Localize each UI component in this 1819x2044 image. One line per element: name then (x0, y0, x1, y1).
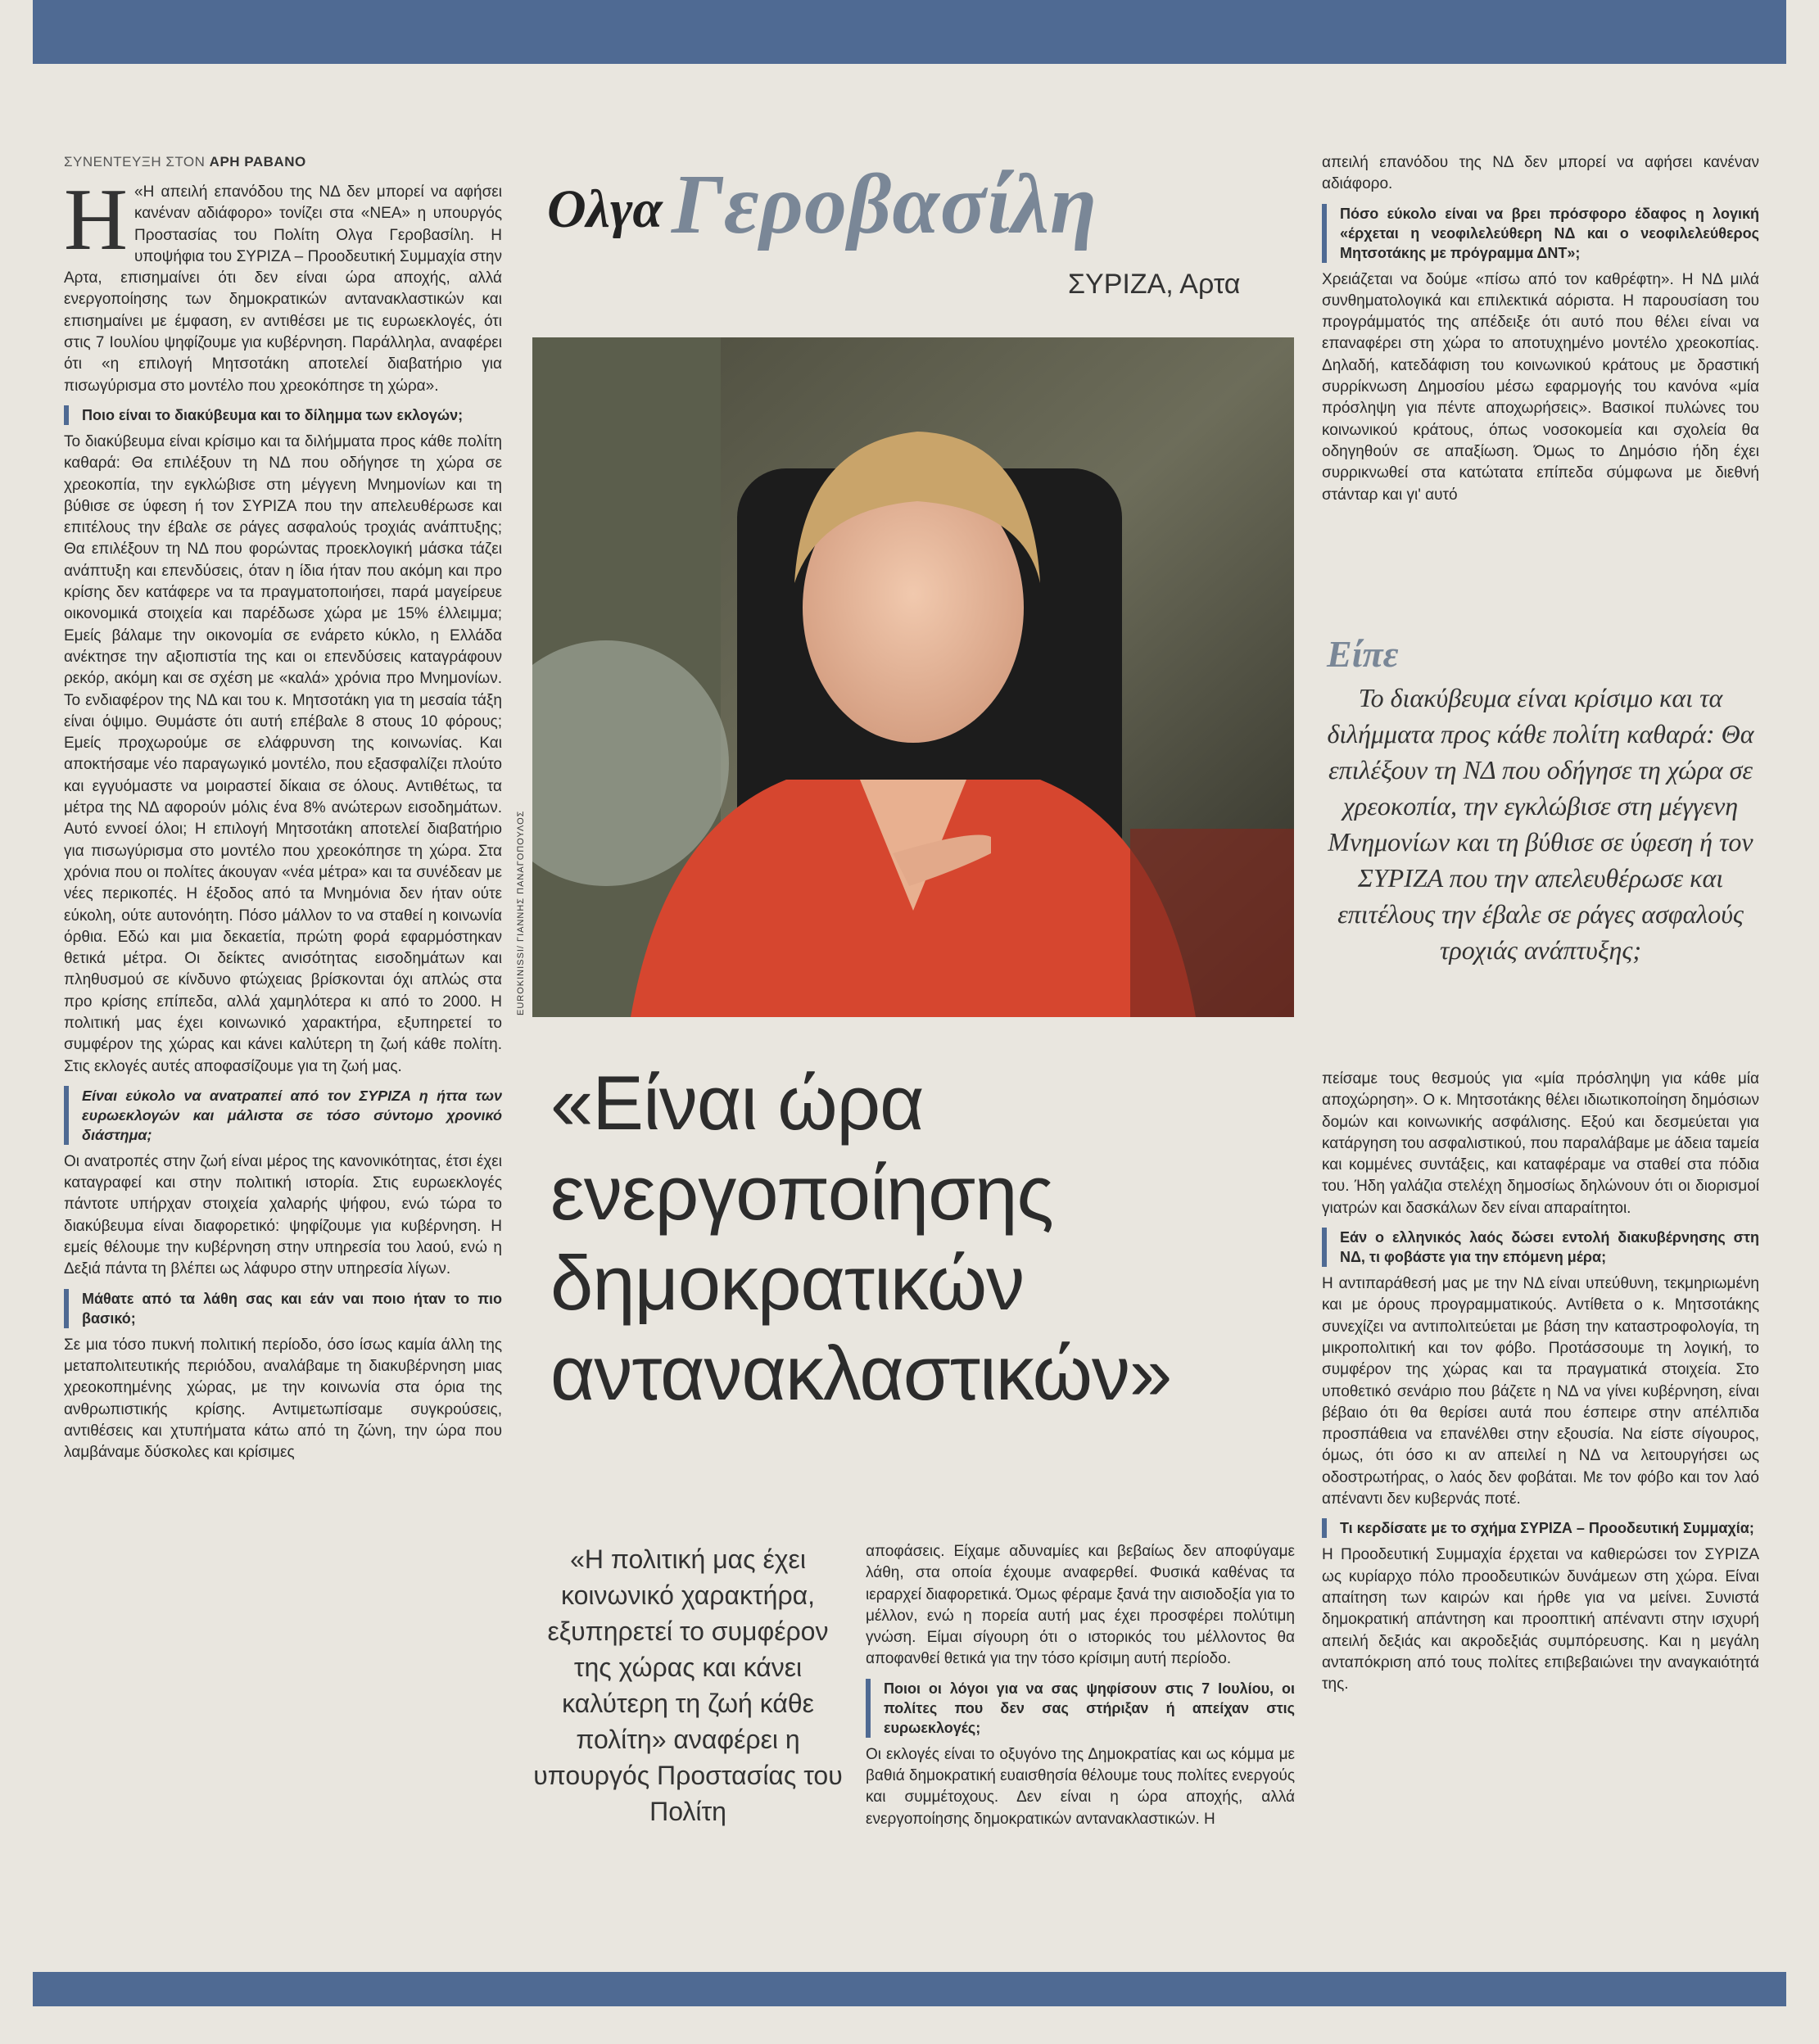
answer-3-continued: αποφάσεις. Είχαμε αδυναμίες και βεβαίως δεν αποφύγαμε λάθη, στα οποία έχουμε αναφερθεί. Φυσικά καθένας τα ιεραρχεί διαφορετικά. Όμως φέραμε ξανά την αισιοδοξία για το μέλλον, ενώ η πορεία αυτή μας έχει προσφέρει πολύτιμη γνώση. Είμαι σίγουρη ότι ο ιστορικός του μέλλοντος θα αποφανθεί θετικά για την τόσο κρίσιμη αυτή περίοδο. (866, 1543, 1295, 1668)
headline: «Είναι ώρα ενεργοποίησης δημοκρατικών αντανακλαστικών» (550, 1060, 1172, 1416)
answer-1: Το διακύβευμα είναι κρίσιμο και τα διλήμματα προς κάθε πολίτη καθαρά: Θα επιλέξουν τη ΝΔ που οδήγησε τη χώρα σε χρεοκοπία, την εγκλώβισε στη μέγγενη Μνημονίων και τη βύθισε σε ύφεση ή τον ΣΥΡΙΖΑ που την απελευθέρωσε και επιτέλους την έβαλε σε ράγες ασφαλούς τροχιάς ανάπτυξης; Θα επιλέξουν τη ΝΔ που φορώντας προεκλογική μάσκα τάζει ανάπτυξη και επενδύσεις, όταν η ίδια ήταν που ακόμη και προ κρίσης δεν κατάφερε να τα πραγματοποιήσει, παρά μαγείρευε οικονομικά στοιχεία και παρέδωσε χώρα με 15% έλλειμμα; Εμείς βάλαμε την οικονομία σε ενάρετο κύκλο, η Ελλάδα ανέκτησε την αξιοπιστία της και οι επενδύσεις καταγράφουν ρεκόρ, ακόμη και σε σχέση με «καλά» χρόνια προ Μνημονίων. Το ενδιαφέρον της ΝΔ και του κ. Μητσοτάκη για τη μεσαία τάξη είναι όψιμο. Θυμάστε ότι αυτή επέβαλε 8 στους 10 φόρους; Εμείς προχωρούμε σε ελάφρυνση της κοινωνίας. Και αποκτήσαμε νέο παραγωγικό μοντέλο, που εξασφαλίζει πλούτο και εγγυόμαστε να μοιραστεί δίκαια σε όλους. Αντιθέτως, τα μέτρα της ΝΔ αφορούν μόλις ένα 8% ανώτερων εισοδημάτων. Αυτό εννοεί όλοι; Η επιλογή Μητσοτάκη αποτελεί διαβατήριο για πισωγύρισμα στο μοντέλο που χρεοκόπησε τη χώρα. Στα χρόνια που οι πολίτες άκουγαν «νέα μέτρα» και τα συνέδεαν με νέες περικοπές. Η έξοδος από τα Μνημόνια δεν ήταν ούτε εύκολη, ούτε αυτονόητη. Πόσο μάλλον το να σταθεί η κοινωνία όρθια. Εδώ και μια δεκαετία, πρώτη φορά εφαρμόστηκαν θετικά μέτρα. Οι δείκτες ανισότητας εισοδημάτων και πληθυσμού σε κίνδυνο φτώχειας βρίσκονται όχι απλώς στα προ κρίσης επίπεδα, αλλά χαμηλότερα κι από το 2000. Η πολιτική μας έχει κοινωνικό χαρακτήρα, εξυπηρετεί το συμφέρον της χώρας και κάνει καλύτερη τη ζωή κάθε πολίτη. Στις εκλογές αυτές αποφασίζουμε για τη ζωή μας. (64, 432, 502, 1075)
question-3: Μάθατε από τα λάθη σας και εάν ναι ποιο ήταν το πιο βασικό; (64, 1289, 502, 1328)
answer-5-continued: πείσαμε τους θεσμούς για «μία πρόσληψη για κάθε μία αποχώρηση». Ο κ. Μητσοτάκης θέλει ιδιωτικοποίηση δημόσιων δομών και κοινωνικής ασφάλισης. Εξού και δεσμεύεται για κατάργηση του ασφαλιστικού, που παραλάβαμε με άδεια ταμεία και κομμένες συντάξεις, και καταφέραμε να σταθεί στα πόδια του. Ήδη γαλάζια στελέχη δημοσίως δηλώνουν ότι οι διορισμοί γιατρών και δασκάλων δεν είναι απαραίτητοι. (1322, 1070, 1759, 1217)
quote-box-title: Είπε (1327, 633, 1399, 675)
quote-box-text: Το διακύβευμα είναι κρίσιμο και τα διλήμματα προς κάθε πολίτη καθαρά: Θα επιλέξουν τη ΝΔ που οδήγησε τη χώρα σε χρεοκοπία, την εγκλώβισε στη μέγγενη Μνημονίων και τη βύθισε σε ύφεση ή τον ΣΥΡΙΖΑ που την απελευθέρωσε και επιτέλους την έβαλε σε ράγες ασφαλούς τροχιάς ανάπτυξης; (1327, 683, 1754, 965)
subject-first-name: Ολγα (547, 179, 663, 239)
left-column (64, 152, 502, 1463)
answer-4-continued: απειλή επανόδου της ΝΔ δεν μπορεί να αφήσει κανέναν αδιάφορο. (1322, 154, 1759, 193)
intro-paragraph (64, 171, 502, 397)
right-column-lower (1322, 1069, 1759, 1695)
answer-2: Οι ανατροπές στην ζωή είναι μέρος της κανονικότητας, έτσι έχει καταγραφεί και στην πολιτική ιστορία. Στις ευρωεκλογές πάντοτε υπήρχαν στοιχεία χαλαρής ψήφου, ενώ τώρα το διακύβευμα είναι διαφορετικό: ψηφίζουμε για κυβέρνηση. Η εμείς θέλουμε την κυβέρνηση στην υπηρεσία του λαού, ενώ η Δεξιά πάντα τη βλέπει ως λάφυρο στην υπηρεσία λίγων. (64, 1152, 502, 1278)
question-1: Ποιο είναι το διακύβευμα και το δίλημμα των εκλογών; (64, 405, 502, 425)
right-column (1322, 152, 1759, 506)
intro-text: «Η απειλή επανόδου της ΝΔ δεν μπορεί να αφήσει κανέναν αδιάφορο» τονίζει στα «ΝΕΑ» η υπουργός Προστασίας του Πολίτη Ολγα Γεροβασίλη. Η υποψήφια του ΣΥΡΙΖΑ – Προοδευτική Συμμαχία στην Αρτα, επισημαίνει ότι δεν είναι ώρα αποχής, αλλά ενεργοποίησης των δημοκρατικών αντανακλαστικών και επισημαίνει με έμφαση, εν αντιθέσει με τις ευρωεκλογές, ότι στις 7 Ιουλίου ψηφίζουμε για κυβέρνηση. Παράλληλα, αναφέρει ότι «η επιλογή Μητσοτάκη αποτελεί διαβατήριο για πισωγύρισμα στο μοντέλο που χρεοκόπησε τη χώρα». (64, 183, 502, 395)
pull-quote: «Η πολιτική μας έχει κοινωνικό χαρακτήρα, εξυπηρετεί το συμφέρον της χώρας και κάνει καλύτερη τη ζωή κάθε πολίτη» αναφέρει η υπουργός Προστασίας του Πολίτη (533, 1544, 843, 1826)
question-4: Ποιοι οι λόγοι για να σας ψηφίσουν στις 7 Ιουλίου, οι πολίτες που δεν σας στήριξαν ή απείχαν στις ευρωεκλογές; (866, 1679, 1295, 1738)
drop-cap: Η (64, 171, 128, 269)
top-color-band (33, 0, 1786, 64)
answer-6: Η αντιπαράθεσή μας με την ΝΔ είναι υπεύθυνη, τεκμηριωμένη και με όρους προγραμματικούς. Αντίθετα ο κ. Μητσοτάκης συνεχίζει να αντιπολιτεύεται με βάση την καταστροφολογία, τη μικροπολιτική και τον φόβο. Προτάσσουμε τη λογική, το συμφέρον της χώρας και τα πραγματικά στοιχεία. Στο υποθετικό σενάριο που βάζετε η ΝΔ να γίνει κυβέρνηση, είναι βέβαιο ότι θα θερίσει αυτά που έσπειρε στην απέλπιδα προσπάθεια να επανέλθει στην εξουσία. Να είστε σίγουρος, όμως, ότι όσο κι αν απειλεί η ΝΔ να λειτουργήσει ως οδοστρωτήρας, ο λαός δεν φοβάται. Με τον φόβο και τον λαό απέναντι δεν κυβερνάς ποτέ. (1322, 1275, 1759, 1508)
portrait-illustration (532, 337, 1294, 1017)
answer-7: Η Προοδευτική Συμμαχία έρχεται να καθιερώσει τον ΣΥΡΙΖΑ ως κυρίαρχο πόλο προοδευτικών δυνάμεων στη χώρα. Είναι απαίτηση των καιρών και ήρθε για να μείνει. Συνιστά δημοκρατική απάντηση και προοπτική απέναντι στην ισχυρή απειλή δεξιάς και ακροδεξιάς συμπόρευσης. Και η μεγάλη ανταπόκριση από τους πολίτες επιβεβαιώνει την αναγκαιότητά της. (1322, 1546, 1759, 1694)
byline-prefix: ΣΥΝΕΝΤΕΥΞΗ ΣΤΟΝ (64, 154, 206, 170)
question-5: Πόσο εύκολο είναι να βρει πρόσφορο έδαφος η λογική «έρχεται η νεοφιλελεύθερη ΝΔ και ο νεοφιλελεύθερος Μητσοτάκης με πρόγραμμα ΔΝΤ»; (1322, 204, 1759, 263)
question-7: Τι κερδίσατε με το σχήμα ΣΥΡΙΖΑ – Προοδευτική Συμμαχία; (1322, 1518, 1759, 1538)
question-6: Εάν ο ελληνικός λαός δώσει εντολή διακυβέρνησης στη ΝΔ, τι φοβάστε για την επόμενη μέρα; (1322, 1228, 1759, 1267)
portrait-photo (532, 337, 1294, 1017)
question-2: Είναι εύκολο να ανατραπεί από τον ΣΥΡΙΖΑ η ήττα των ευρωεκλογών και μάλιστα σε τόσο σύντομο χρονικό διάστημα; (64, 1086, 502, 1145)
answer-3: Σε μια τόσο πυκνή πολιτική περίοδο, όσο ίσως καμία άλλη της μεταπολιτευτικής περιόδου, αναλάβαμε τη διακυβέρνηση μιας χρεοκοπημένης χώρας, με την κοινωνία στα όρια της ανθρωπιστικής κρίσης. Αντιμετωπίσαμε συγκρούσεις, αντιθέσεις και χτυπήματα κάτω από τη ζώνη, την ώρα που λαμβάναμε δύσκολες και κρίσιμες (64, 1336, 502, 1462)
answer-4: Οι εκλογές είναι το οξυγόνο της Δημοκρατίας και ως κόμμα με βαθιά δημοκρατική ευαισθησία θέλουμε τους πολίτες ενεργούς και συμμέτοχους. Δεν είναι η ώρα αποχής, αλλά ενεργοποίησης δημοκρατικών αντανακλαστικών. Η (866, 1745, 1295, 1828)
subject-party: ΣΥΡΙΖΑ, Αρτα (1068, 269, 1241, 300)
byline-author: ΑΡΗ ΡΑΒΑΝΟ (209, 154, 306, 170)
subject-last-name: Γεροβασίλη (672, 157, 1098, 251)
answer-5: Χρειάζεται να δούμε «πίσω από τον καθρέφτη». Η ΝΔ μιλά συνθηματολογικά και επιλεκτικά αόριστα. Η παρουσίαση του προγράμματός της απέδειξε ότι αυτό που θέλει είναι να επαναφέρει στη χώρα το αποτυχημένο μοντέλο χρεοκοπίας. Δηλαδή, κατεδάφιση του κοινωνικού κράτους με δραστική συρρίκνωση Δημοσίου μέσω εφαρμογής του κανόνα «μία πρόσληψη για πέντε αποχωρήσεις». Βασικοί πυλώνες του κοινωνικού κράτους, όπως νοσοκομεία και σχολεία θα οδηγηθούν σε απαξίωση. Όμως το Δημόσιο ήδη έχει συρρικνωθεί στα κατώτατα επίπεδα σύμφωνα με διεθνή στάνταρ και γι' αυτό (1322, 270, 1759, 504)
bottom-color-band (33, 1972, 1786, 2006)
middle-column (866, 1541, 1295, 1830)
photo-credit: EUROKINISSI/ ΓΙΑΝΝΗΣ ΠΑΝΑΓΟΠΟΥΛΟΣ (516, 810, 526, 1015)
